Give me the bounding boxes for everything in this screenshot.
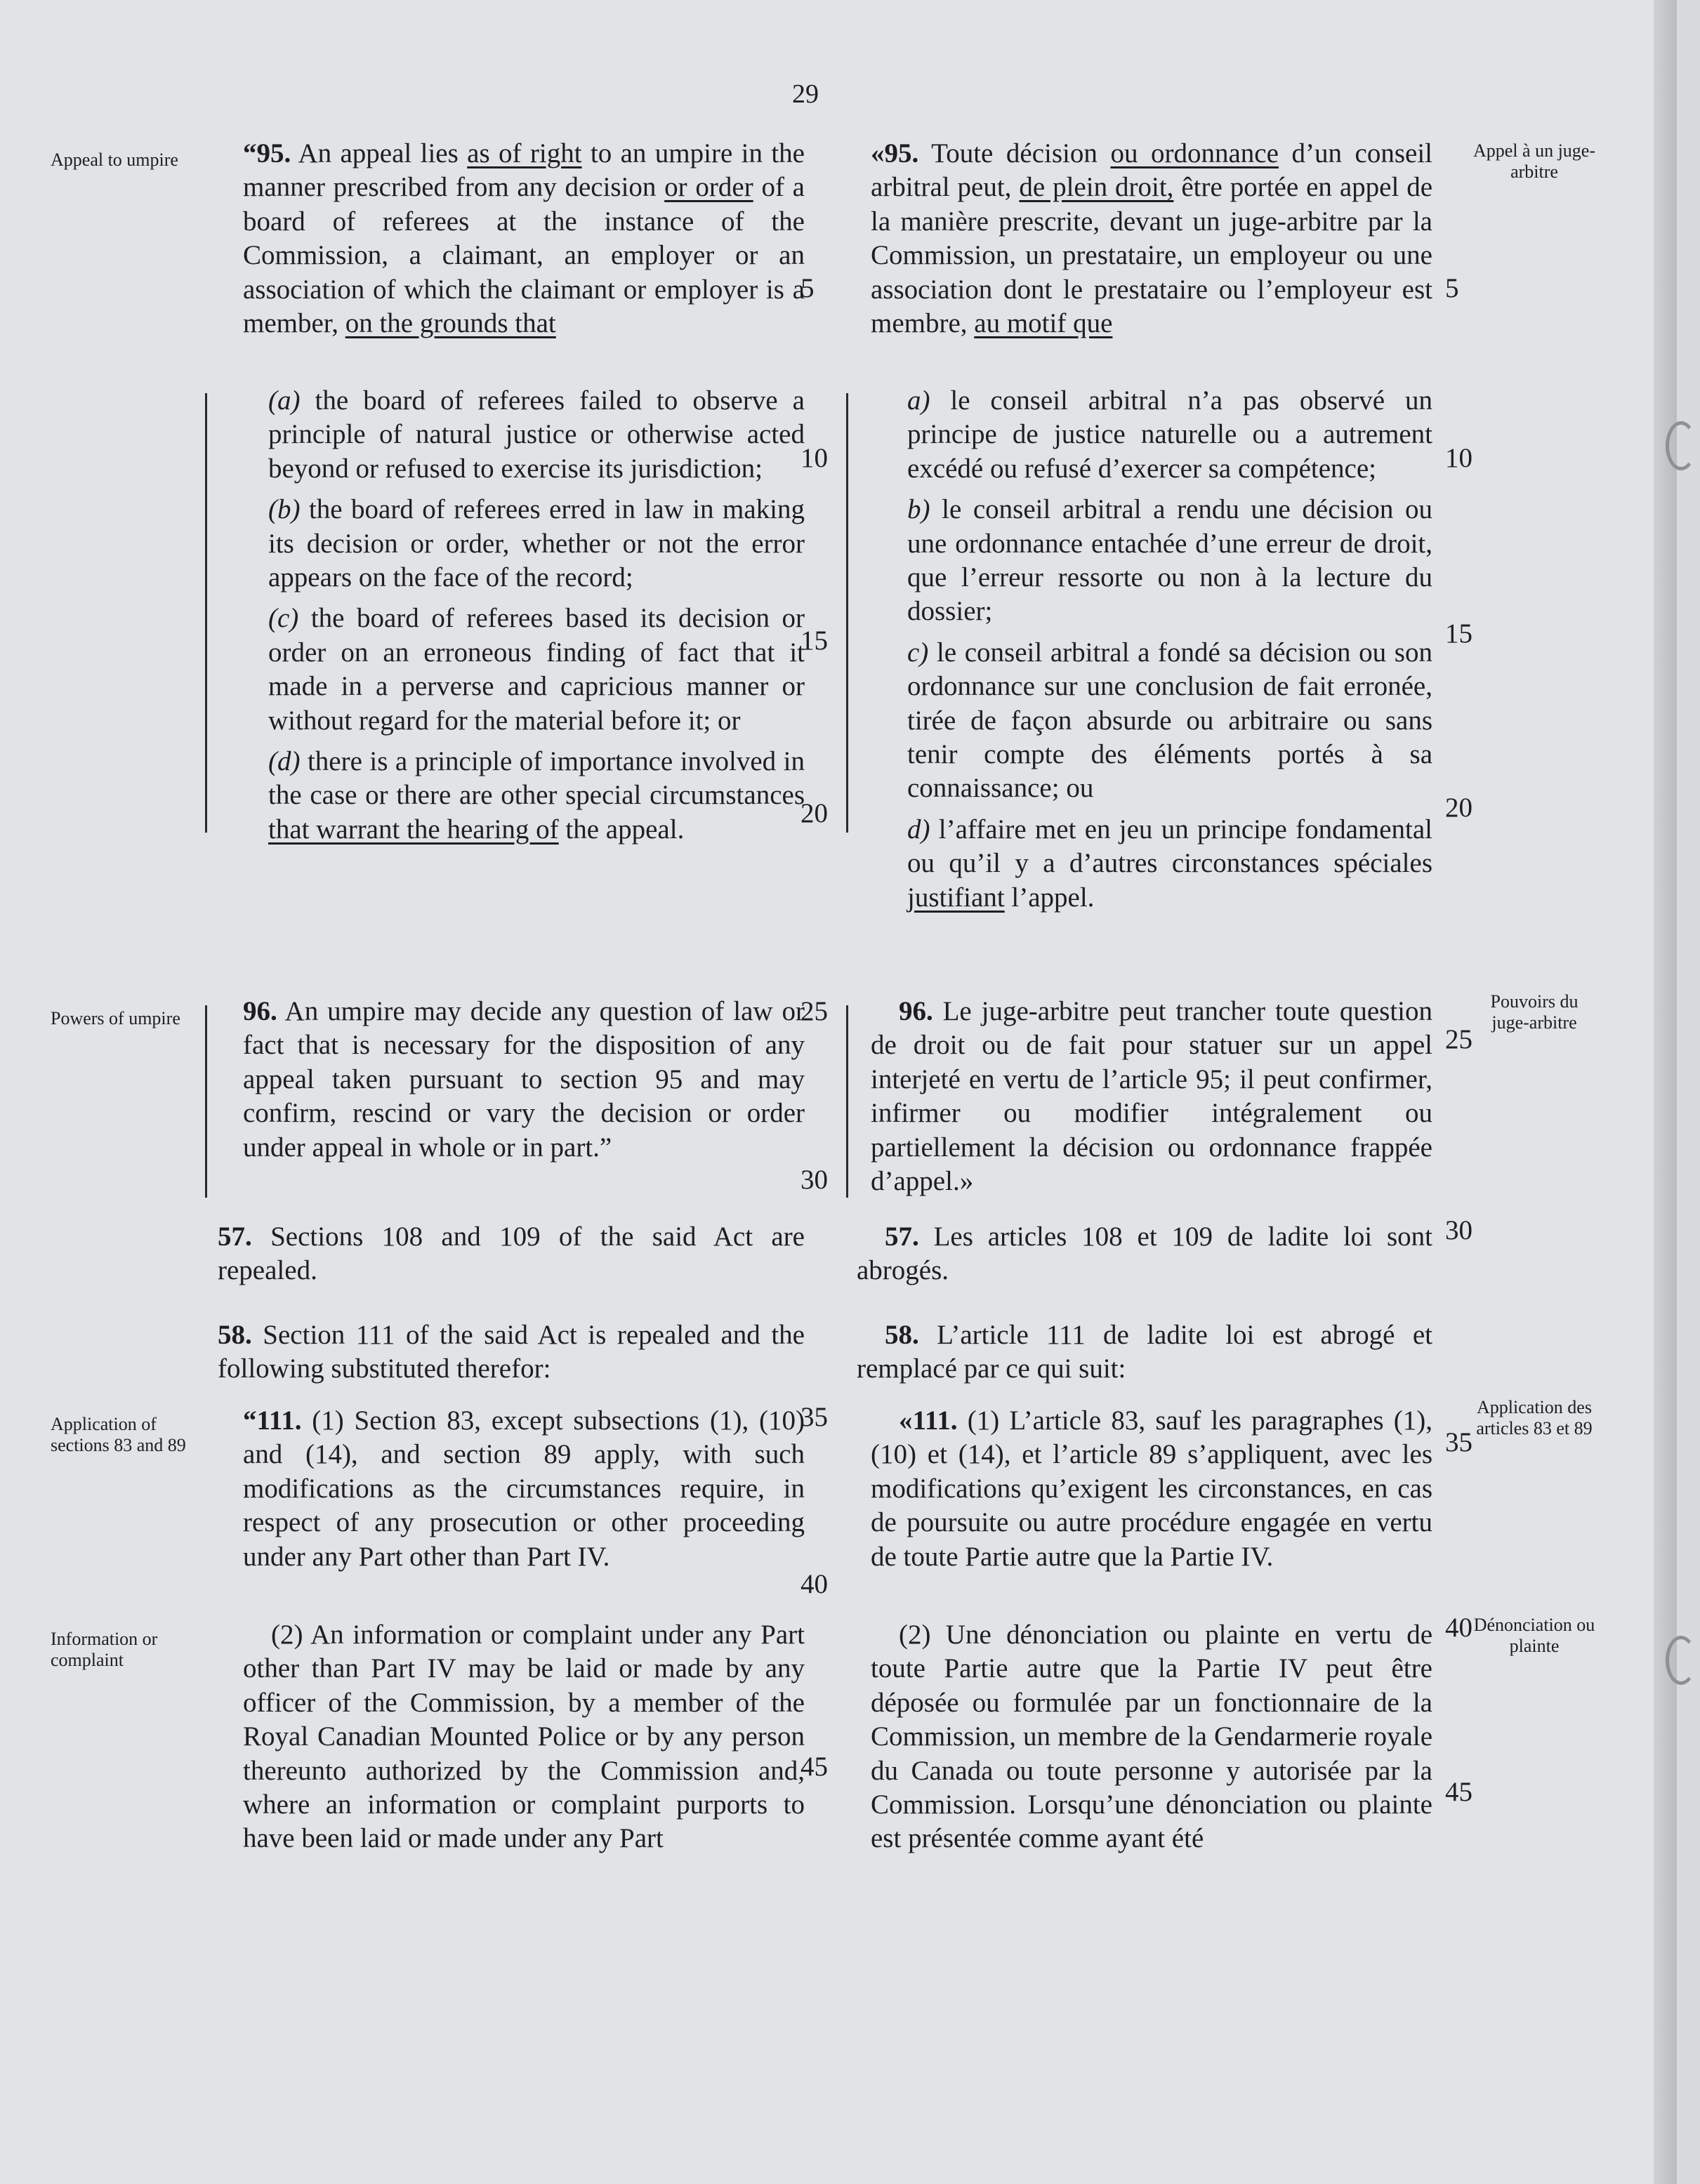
french-section-96 (871, 995, 1432, 1198)
french-clause-58 (857, 1318, 1432, 1386)
margin-note-appeal-to-umpire: Appeal to umpire (51, 150, 178, 170)
fr-s95-paragraphs (907, 384, 1432, 922)
fr-s57: 57. Les articles 108 et 109 de ladite loi sont abrogés. (857, 1222, 1432, 1286)
en-s95-c: (c) the board of referees based its decision or order on an erroneous finding of fact that it made in a perverse and capricious manner or without regard for the material before it; or (268, 603, 805, 736)
change-bar (205, 393, 207, 833)
margin-note-application-articles: Application des articles 83 et 89 (1476, 1397, 1593, 1438)
line-number: 35 (800, 1402, 828, 1432)
en-s96: 96. An umpire may decide any question of law or fact that is necessary for the disposition of any appeal taken pursuant to section 95 and may confirm, rescind or vary the decision or order under appeal in whole or in part.” (243, 996, 805, 1163)
en-s58: 58. Section 111 of the said Act is repealed and the following substituted therefor: (218, 1320, 805, 1384)
change-bar (846, 1005, 848, 1198)
line-number: 20 (1445, 793, 1472, 823)
line-number: 25 (1445, 1024, 1472, 1054)
page-edge (1654, 0, 1677, 2184)
line-number: 5 (800, 273, 815, 303)
en-s57: 57. Sections 108 and 109 of the said Act are repealed. (218, 1222, 805, 1286)
binding-ring (1666, 1636, 1696, 1685)
en-s111-1: “111. (1) Section 83, except subsections (1), (10) and (14), and section 89 apply, with such modifications as the circumstances require, in respect of any prosecution or other proceeding under any Part other than Part IV. (243, 1405, 805, 1572)
en-s95-intro: “95. An appeal lies as of right to an umpire in the manner prescribed from any decision or order of a board of referees at the instance of the Commission, a claimant, an employer or an association of which the claimant or employer is a member, on the grounds that (243, 138, 805, 339)
line-number: 45 (800, 1752, 828, 1782)
line-number: 45 (1445, 1777, 1472, 1807)
fr-s111-2: (2) Une dénonciation ou plainte en vertu de toute Partie autre que la Partie IV peut être déposée ou formulée par un fonctionnaire de la Commission, un membre de la Gendarmerie royale du Canada ou toute personne y autorisée par la Commission. Lorsqu’une dénonciation ou plainte est présentée comme ayant été (871, 1620, 1432, 1854)
en-s95-paragraphs (268, 384, 805, 854)
line-number: 40 (1445, 1613, 1472, 1643)
french-section-111-2 (871, 1618, 1432, 1856)
line-number: 35 (1445, 1427, 1472, 1457)
english-section-96 (243, 995, 805, 1165)
en-s111-2: (2) An information or complaint under any Part other than Part IV may be laid or made by any officer of the Commission, by a member of the Royal Canadian Mounted Police or by any person thereunto authorized by the Commission and, where an information or complaint purports to have been laid or made under any Part (243, 1620, 805, 1854)
margin-note-application-sections: Application of sections 83 and 89 (51, 1414, 186, 1455)
line-number: 30 (800, 1165, 828, 1195)
english-clause-58 (218, 1318, 805, 1386)
en-s95-a: (a) the board of referees failed to observe a principle of natural justice or otherwise acted beyond or refused to exercise its jurisdiction; (268, 385, 805, 484)
margin-note-denonciation-plainte: Dénonciation ou plainte (1473, 1615, 1595, 1656)
french-clause-57 (857, 1220, 1432, 1288)
fr-s95-a: a) le conseil arbitral n’a pas observé un principe de justice naturelle ou a autrement excédé ou refusé d’exercer sa compétence; (907, 385, 1432, 484)
margin-note-information-complaint: Information or complaint (51, 1629, 158, 1670)
en-s95-b: (b) the board of referees erred in law in making its decision or order, whether or not the error appears on the face of the record; (268, 494, 805, 593)
line-number: 30 (1445, 1215, 1472, 1245)
fr-s95-d: d) l’affaire met en jeu un principe fondamental ou qu’il y a d’autres circonstances spéciales justifiant l’appel. (907, 814, 1432, 913)
change-bar (846, 393, 848, 833)
fr-s95-b: b) le conseil arbitral a rendu une décision ou une ordonnance entachée d’une erreur de droit, que l’erreur ressorte ou non à la lecture du dossier; (907, 494, 1432, 627)
en-s95-d: (d) there is a principle of importance involved in the case or there are other special circumstances that warrant the hearing of the appeal. (268, 746, 805, 845)
fr-s95-c: c) le conseil arbitral a fondé sa décision ou son ordonnance sur une conclusion de fait erronée, tirée de façon absurde ou arbitraire ou sans tenir compte des éléments portés à sa connaissance; ou (907, 637, 1432, 804)
line-number: 10 (1445, 443, 1472, 473)
english-clause-57 (218, 1220, 805, 1288)
line-number: 25 (800, 996, 828, 1026)
page-number: 29 (792, 79, 819, 109)
line-number: 5 (1445, 273, 1459, 303)
line-number: 10 (800, 443, 828, 473)
french-section-111-1 (871, 1404, 1432, 1574)
english-section-111-2 (243, 1618, 805, 1856)
fr-s58: 58. L’article 111 de ladite loi est abrogé et remplacé par ce qui suit: (857, 1320, 1432, 1384)
line-number: 40 (800, 1569, 828, 1599)
margin-note-appel-juge-arbitre: Appel à un juge-arbitre (1472, 140, 1595, 182)
fr-s95-intro: «95. Toute décision ou ordonnance d’un conseil arbitral peut, de plein droit, être portée en appel de la manière prescrite, devant un juge-arbitre par la Commission, un prestataire, un employeur ou une association dont le prestataire ou l’employeur est membre, au motif que (871, 138, 1433, 339)
margin-note-pouvoirs-juge-arbitre: Pouvoirs du juge-arbitre (1490, 991, 1579, 1033)
fr-s111-1: «111. (1) L’article 83, sauf les paragraphes (1), (10) et (14), et l’article 89 s’appliquent, avec les modifications qu’exigent les circonstances, en cas de poursuite ou autre procédure engagée en vertu de toute Partie autre que la Partie IV. (871, 1405, 1432, 1572)
line-number: 15 (800, 626, 828, 656)
english-section-111-1 (243, 1404, 805, 1574)
change-bar (205, 1005, 207, 1198)
line-number: 20 (800, 798, 828, 828)
french-section-95 (871, 137, 1432, 340)
binding-ring (1666, 421, 1696, 470)
english-section-95 (243, 137, 805, 340)
line-number: 15 (1445, 618, 1472, 649)
margin-note-powers-of-umpire: Powers of umpire (51, 1008, 180, 1028)
fr-s96: 96. Le juge-arbitre peut trancher toute question de droit ou de fait pour statuer sur un appel interjeté en vertu de l’article 95; il peut confirmer, infirmer ou modifier intégralement ou partiellement la décision ou ordonnance frappée d’appel.» (871, 996, 1432, 1197)
